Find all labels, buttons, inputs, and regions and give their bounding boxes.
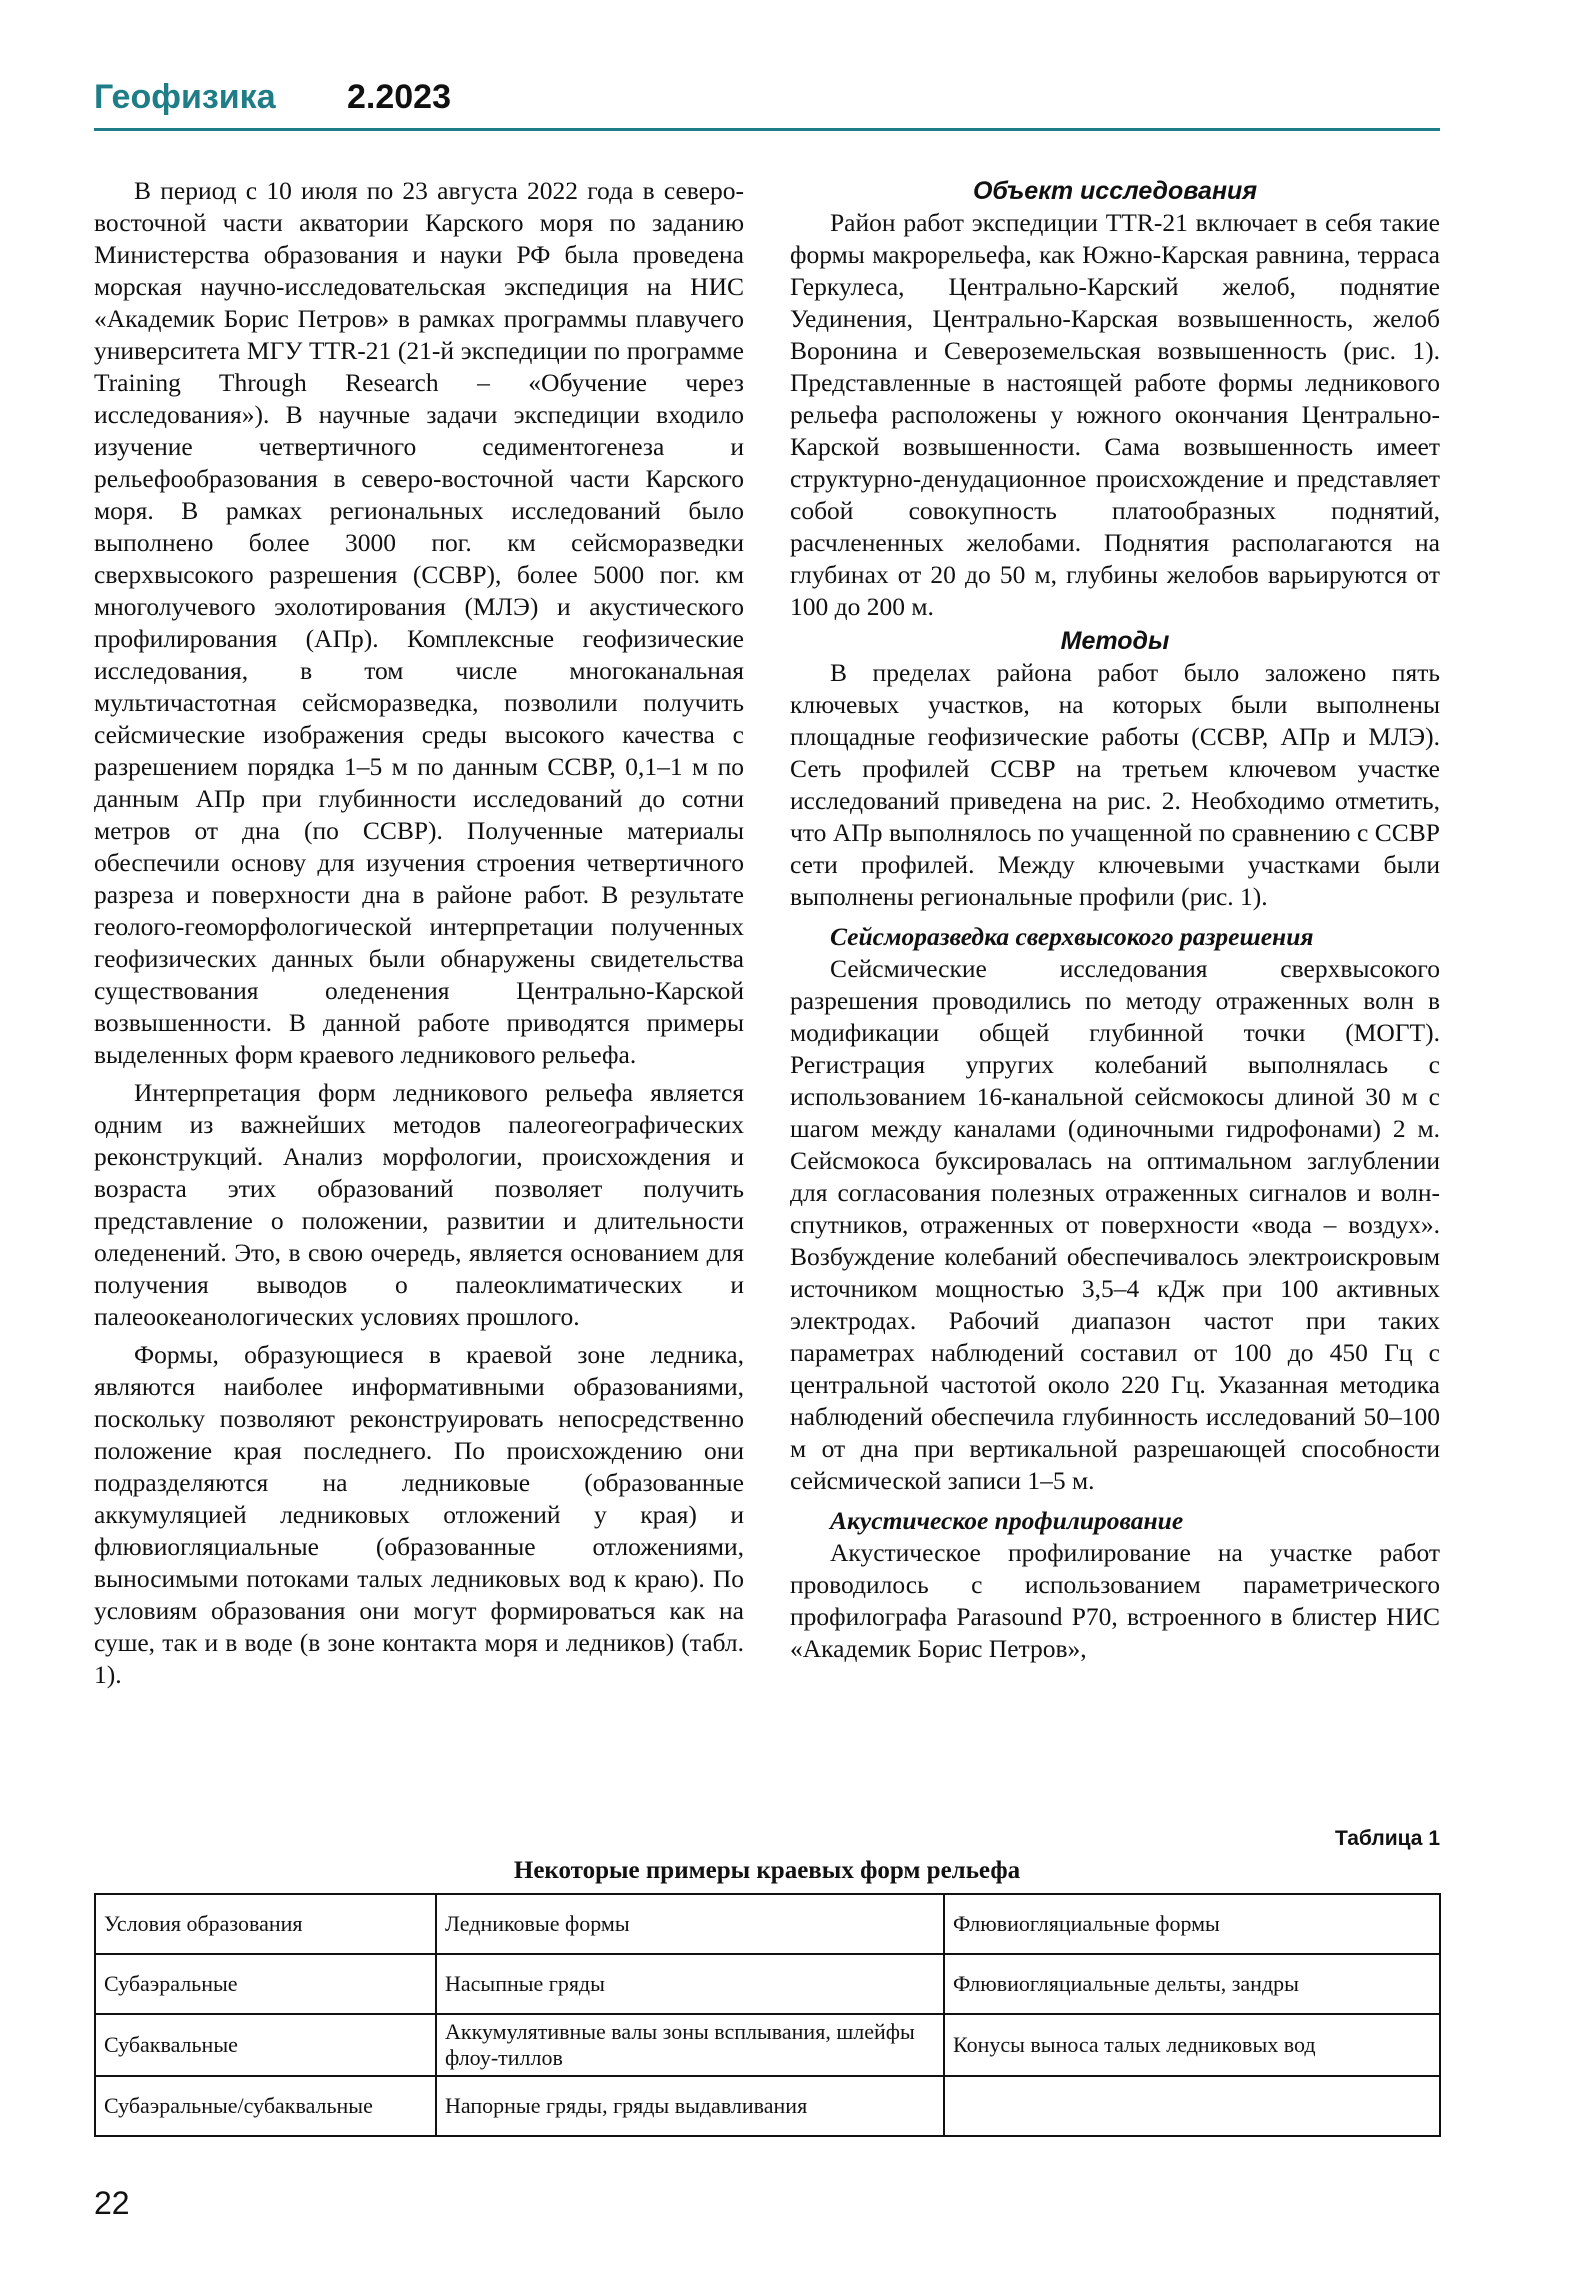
table-cell: Субаэральные — [95, 1954, 436, 2014]
table-cell: Субаэральные/субаквальные — [95, 2076, 436, 2136]
paragraph: В пределах района работ было заложено пять ключевых участков, на которых были выполнены площадные геофизические работы (ССВР, АПр и МЛЭ). Сеть профилей ССВР на третьем ключевом участке исследований приведена на рис. 2. Необходимо отметить, что АПр выполнялось по учащенной по сравнению с ССВР сети профилей. Между ключевыми участками были выполнены региональные профили (рис. 1). — [790, 658, 1440, 911]
table-cell: Аккумулятивные валы зоны всплывания, шлейфы флоу-тиллов — [436, 2014, 944, 2076]
table-cell: Условия образования — [95, 1894, 436, 1954]
table-cell: Насыпные гряды — [436, 1954, 944, 2014]
page-number: 22 — [94, 2185, 130, 2221]
paragraph: Акустическое профилирование на участке работ проводилось с использованием параметрического профилографа Parasound P70, встроенного в блистер НИС «Академик Борис Петров», — [790, 1538, 1440, 1663]
table-row — [95, 1894, 1440, 1954]
table-cell: Ледниковые формы — [436, 1894, 944, 1954]
journal-issue: 2.2023 — [347, 78, 451, 116]
table-label: Таблица 1 — [1334, 1827, 1440, 1850]
table-cell: Напорные гряды, гряды выдавливания — [436, 2076, 944, 2136]
journal-title: Геофизика — [94, 78, 276, 116]
data-table — [94, 1893, 1441, 2137]
paragraph: В период с 10 июля по 23 августа 2022 года в северо-восточной части акватории Карского моря по заданию Министерства образования и науки РФ была проведена морская научно-исследовательская экспедиция на НИС «Академик Борис Петров» в рамках программы плавучего университета МГУ TTR-21 (21-й экспедиции по программе Training Through Research – «Обучение через исследования»). В научные задачи экспедиции входило изучение четвертичного седиментогенеза и рельефообразования в северо-восточной части Карского моря. В рамках региональных исследований было выполнено более 3000 пог. км сейсморазведки сверхвысокого разрешения (ССВР), более 5000 пог. км многолучевого эхолотирования (МЛЭ) и акустического профилирования (АПр). Комплексные геофизические исследования, в том числе многоканальная мультичастотная сейсморазведка, позволили получить сейсмические изображения среды высокого качества с разрешением порядка 1–5 м по данным ССВР, 0,1–1 м по данным АПр при глубинности исследований до сотни метров от дна (по ССВР). Полученные материалы обеспечили основу для изучения строения четвертичного разреза и поверхности дна в районе работ. В результате геолого-геоморфологической интерпретации полученных геофизических данных были обнаружены свидетельства существования оледенения Центрально-Карской возвышенности. В данной работе приводятся примеры выделенных форм краевого ледникового рельефа. — [94, 176, 744, 1069]
paragraph: Формы, образующиеся в краевой зоне ледника, являются наиболее информативными образованиями, поскольку позволяют реконструировать непосредственно положение края последнего. По происхождению они подразделяются на ледниковые (образованные аккумуляцией ледниковых отложений у края) и флювиогляциальные (образованные отложениями, выносимыми потоками талых ледниковых вод к краю). По условиям образования они могут формироваться как на суше, так и в воде (в зоне контакта моря и ледников) (табл. 1). — [94, 1340, 744, 1689]
table-cell: Конусы выноса талых ледниковых вод — [944, 2014, 1440, 2076]
subsection-title-seismic: Сейсморазведка сверхвысокого разрешения — [830, 922, 1314, 951]
table-row — [95, 1954, 1440, 2014]
subsection-title-acoustic: Акустическое профилирование — [830, 1506, 1184, 1535]
paragraph: Интерпретация форм ледникового рельефа является одним из важнейших методов палеогеографических реконструкций. Анализ морфологии, происхождения и возраста этих образований позволяет получить представление о положении, развитии и длительности оледенений. Это, в свою очередь, является основанием для получения выводов о палеоклиматических и палеоокеанологических условиях прошлого. — [94, 1078, 744, 1331]
left-column — [94, 175, 744, 1691]
paragraph: Сейсмические исследования сверхвысокого разрешения проводились по методу отраженных волн в модификации общей глубинной точки (МОГТ). Регистрация упругих колебаний выполнялась с использованием 16-канальной сейсмокосы длиной 30 м с шагом между каналами (одиночными гидрофонами) 2 м. Сейсмокоса буксировалась на оптимальном заглублении для согласования полезных отраженных сигналов и волн-спутников, отраженных от поверхности «вода – воздух». Возбуждение колебаний обеспечивалось электроискровым источником мощностью 3,5–4 кДж при 100 активных электродах. Рабочий диапазон частот при таких параметрах наблюдений составил от 100 до 450 Гц с центральной частотой около 220 Гц. Указанная методика наблюдений обеспечила глубинность исследований 50–100 м от дна при вертикальной разрешающей способности сейсмической записи 1–5 м. — [790, 954, 1440, 1495]
table-cell — [944, 2076, 1440, 2136]
table-caption: Некоторые примеры краевых форм рельефа — [513, 1857, 1021, 1884]
table-cell: Субаквальные — [95, 2014, 436, 2076]
page-header — [94, 78, 1440, 131]
section-title-methods: Методы — [1060, 627, 1170, 655]
table-row — [95, 2076, 1440, 2136]
paragraph: Район работ экспедиции TTR-21 включает в себя такие формы макрорельефа, как Южно-Карская равнина, терраса Геркулеса, Центрально-Карский желоб, поднятие Уединения, Центрально-Карская возвышенность, желоб Воронина и Североземельская возвышенность (рис. 1). Представленные в настоящей работе формы ледникового рельефа расположены у южного окончания Центрально-Карской возвышенности. Сама возвышенность имеет структурно-денудационное происхождение и представляет собой совокупность платообразных поднятий, расчлененных желобами. Поднятия располагаются на глубинах от 20 до 50 м, глубины желобов варьируются от 100 до 200 м. — [790, 208, 1440, 621]
table-row — [95, 2014, 1440, 2076]
table-cell: Флювиогляциальные дельты, зандры — [944, 1954, 1440, 2014]
right-column — [790, 175, 1440, 1665]
section-title-object: Объект исследования — [972, 177, 1258, 205]
table-cell: Флювиогляциальные формы — [944, 1894, 1440, 1954]
